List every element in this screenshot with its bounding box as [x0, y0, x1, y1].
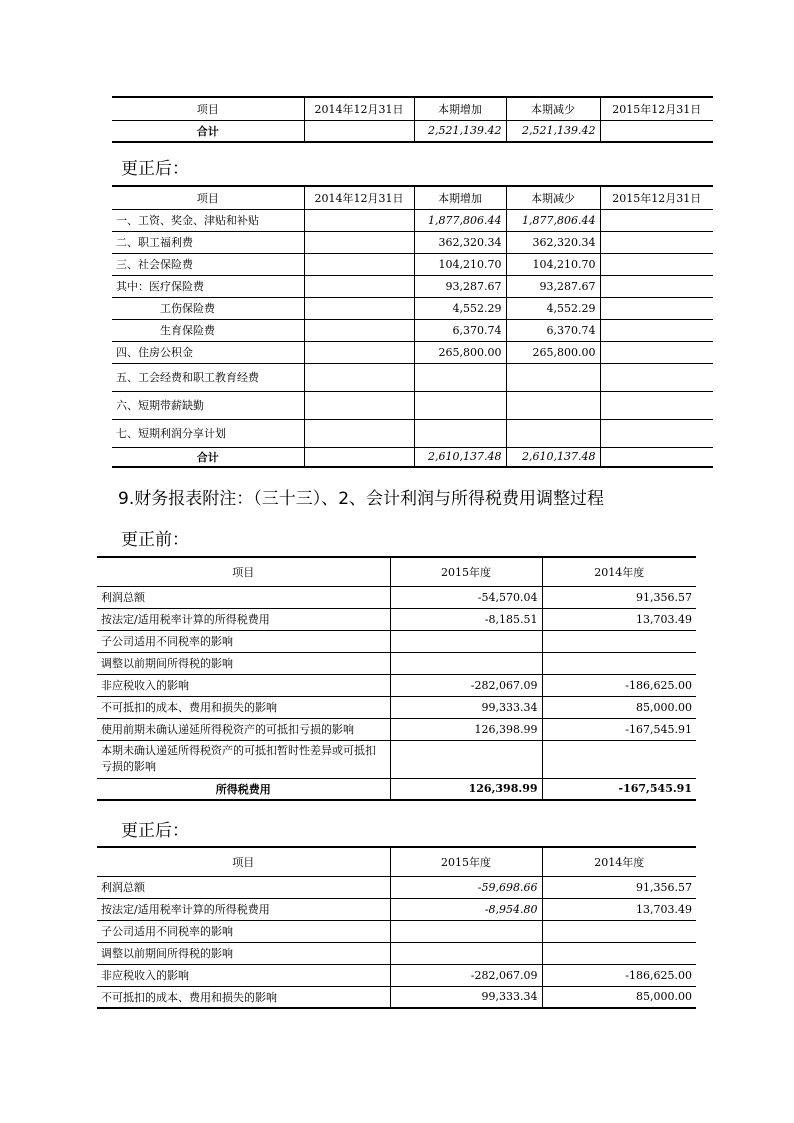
table-row — [97, 876, 696, 898]
table-cell — [542, 920, 696, 942]
row-label: 二、职工福利费 — [112, 231, 304, 253]
table-cell: -186,625.00 — [542, 964, 696, 986]
table-cell: 2,610,137.48 — [506, 447, 600, 467]
table-total-row — [112, 120, 713, 142]
table-row — [112, 253, 713, 275]
row-label: 非应税收入的影响 — [97, 964, 390, 986]
header-decrease: 本期减少 — [506, 186, 600, 209]
table-cell — [304, 447, 414, 467]
table-cell: -8,185.51 — [390, 608, 542, 630]
table-row — [97, 652, 696, 674]
table-row — [112, 391, 713, 419]
table-row — [97, 718, 696, 740]
table-total-row — [97, 778, 696, 800]
table-cell — [390, 630, 542, 652]
table-cell: 85,000.00 — [542, 986, 696, 1008]
table-cell — [414, 363, 506, 391]
row-label: 按法定/适用税率计算的所得税费用 — [97, 898, 390, 920]
payroll-table-top — [112, 96, 713, 143]
table-cell: 126,398.99 — [390, 778, 542, 800]
row-label: 生育保险费 — [112, 319, 304, 341]
table-cell: 2,521,139.42 — [506, 120, 600, 142]
table-cell: 4,552.29 — [506, 297, 600, 319]
table-cell: -59,698.66 — [390, 876, 542, 898]
table-row — [112, 209, 713, 231]
table-header-row — [97, 557, 696, 586]
table-cell — [390, 942, 542, 964]
table-cell: -54,570.04 — [390, 586, 542, 608]
row-label: 利润总额 — [97, 586, 390, 608]
table-cell — [600, 447, 713, 467]
table-row — [97, 630, 696, 652]
table-cell: -282,067.09 — [390, 964, 542, 986]
tax-reconciliation-after — [97, 846, 696, 1009]
table-cell: 4,552.29 — [414, 297, 506, 319]
header-2014: 2014年12月31日 — [304, 97, 414, 120]
table-row — [97, 696, 696, 718]
table-cell: 362,320.34 — [506, 231, 600, 253]
table-row — [97, 920, 696, 942]
table-cell: 362,320.34 — [414, 231, 506, 253]
header-2014: 2014年度 — [542, 557, 696, 586]
table-cell: 1,877,806.44 — [414, 209, 506, 231]
row-label: 三、社会保险费 — [112, 253, 304, 275]
table-cell: 91,356.57 — [542, 876, 696, 898]
row-label: 使用前期未确认递延所得税资产的可抵扣亏损的影响 — [97, 718, 390, 740]
table-cell: 99,333.34 — [390, 986, 542, 1008]
table-cell — [600, 419, 713, 447]
table-cell: 13,703.49 — [542, 608, 696, 630]
tax-reconciliation-before — [97, 556, 696, 801]
table-row — [97, 986, 696, 1008]
table-cell: 126,398.99 — [390, 718, 542, 740]
table-cell: 104,210.70 — [414, 253, 506, 275]
table-row — [97, 608, 696, 630]
row-label: 六、短期带薪缺勤 — [112, 391, 304, 419]
table-header-row — [112, 97, 713, 120]
table-cell — [600, 209, 713, 231]
header-increase: 本期增加 — [414, 186, 506, 209]
table-cell — [304, 391, 414, 419]
table-cell: 2,610,137.48 — [414, 447, 506, 467]
table-row — [97, 964, 696, 986]
table-row — [112, 419, 713, 447]
table-row — [97, 740, 696, 778]
table-cell — [600, 319, 713, 341]
table-total-row — [112, 447, 713, 467]
row-label: 一、工资、奖金、津贴和补贴 — [112, 209, 304, 231]
row-label: 子公司适用不同税率的影响 — [97, 630, 390, 652]
table-row — [112, 275, 713, 297]
table-cell: 265,800.00 — [506, 341, 600, 363]
table-cell: 85,000.00 — [542, 696, 696, 718]
table-row — [97, 586, 696, 608]
table-cell — [304, 341, 414, 363]
table-cell: 6,370.74 — [506, 319, 600, 341]
table-cell: 1,877,806.44 — [506, 209, 600, 231]
table-row — [112, 297, 713, 319]
table-cell — [414, 391, 506, 419]
header-2015: 2015年度 — [390, 557, 542, 586]
header-increase: 本期增加 — [414, 97, 506, 120]
table-cell — [542, 740, 696, 778]
table-cell — [304, 419, 414, 447]
table-cell: 93,287.67 — [414, 275, 506, 297]
table-row — [97, 898, 696, 920]
total-label: 合计 — [112, 120, 304, 142]
row-label: 不可抵扣的成本、费用和损失的影响 — [97, 696, 390, 718]
table-cell — [304, 297, 414, 319]
table-cell — [600, 363, 713, 391]
table-cell — [542, 652, 696, 674]
table-cell — [506, 363, 600, 391]
table-cell — [600, 391, 713, 419]
table-cell — [600, 297, 713, 319]
table-row — [112, 363, 713, 391]
row-label: 调整以前期间所得税的影响 — [97, 652, 390, 674]
table-cell: -186,625.00 — [542, 674, 696, 696]
table-cell: 2,521,139.42 — [414, 120, 506, 142]
table-cell — [600, 120, 713, 142]
table-cell — [304, 275, 414, 297]
table-cell — [600, 231, 713, 253]
table-cell — [304, 253, 414, 275]
table-cell — [304, 231, 414, 253]
header-item: 项目 — [112, 186, 304, 209]
table-cell: 6,370.74 — [414, 319, 506, 341]
table-cell — [542, 630, 696, 652]
header-2014: 2014年度 — [542, 847, 696, 876]
table-cell — [600, 253, 713, 275]
heading-after-correction: 更正后： — [121, 159, 189, 179]
table-cell — [304, 363, 414, 391]
table-header-row — [112, 186, 713, 209]
row-label: 不可抵扣的成本、费用和损失的影响 — [97, 986, 390, 1008]
table-cell — [390, 920, 542, 942]
table-cell — [542, 942, 696, 964]
table-cell — [304, 120, 414, 142]
header-2015: 2015年12月31日 — [600, 97, 713, 120]
table-cell: 13,703.49 — [542, 898, 696, 920]
table-cell: -167,545.91 — [542, 718, 696, 740]
payroll-table — [112, 185, 713, 468]
total-label: 所得税费用 — [97, 778, 390, 800]
row-label: 工伤保险费 — [112, 297, 304, 319]
header-2014: 2014年12月31日 — [304, 186, 414, 209]
table-cell: 93,287.67 — [506, 275, 600, 297]
table-cell: -8,954.80 — [390, 898, 542, 920]
table-cell — [304, 209, 414, 231]
table-row — [112, 341, 713, 363]
header-2015: 2015年12月31日 — [600, 186, 713, 209]
row-label: 利润总额 — [97, 876, 390, 898]
header-item: 项目 — [97, 847, 390, 876]
header-2015: 2015年度 — [390, 847, 542, 876]
row-label: 按法定/适用税率计算的所得税费用 — [97, 608, 390, 630]
table-cell — [390, 652, 542, 674]
row-label: 子公司适用不同税率的影响 — [97, 920, 390, 942]
table-cell: 265,800.00 — [414, 341, 506, 363]
table-row — [112, 319, 713, 341]
table-cell: 91,356.57 — [542, 586, 696, 608]
row-label: 其中：医疗保险费 — [112, 275, 304, 297]
header-item: 项目 — [97, 557, 390, 586]
table-cell — [390, 740, 542, 778]
header-item: 项目 — [112, 97, 304, 120]
row-label: 非应税收入的影响 — [97, 674, 390, 696]
table-cell — [414, 419, 506, 447]
table-cell — [506, 391, 600, 419]
table-cell: 99,333.34 — [390, 696, 542, 718]
header-decrease: 本期减少 — [506, 97, 600, 120]
table-header-row — [97, 847, 696, 876]
table-cell — [600, 275, 713, 297]
table-cell — [506, 419, 600, 447]
row-label: 调整以前期间所得税的影响 — [97, 942, 390, 964]
table-row — [97, 674, 696, 696]
row-label: 本期未确认递延所得税资产的可抵扣暂时性差异或可抵扣亏损的影响 — [97, 740, 390, 778]
table-cell — [304, 319, 414, 341]
table-row — [97, 942, 696, 964]
section-title: 9.财务报表附注：（三十三）、2、会计利润与所得税费用调整过程 — [118, 489, 605, 509]
row-label: 七、短期利润分享计划 — [112, 419, 304, 447]
row-label: 四、住房公积金 — [112, 341, 304, 363]
table-row — [112, 231, 713, 253]
heading-after-correction-2: 更正后： — [121, 821, 189, 841]
heading-before-correction: 更正前： — [121, 530, 189, 550]
table-cell: 104,210.70 — [506, 253, 600, 275]
table-cell: -282,067.09 — [390, 674, 542, 696]
table-cell: -167,545.91 — [542, 778, 696, 800]
row-label: 五、工会经费和职工教育经费 — [112, 363, 304, 391]
table-cell — [600, 341, 713, 363]
total-label: 合计 — [112, 447, 304, 467]
